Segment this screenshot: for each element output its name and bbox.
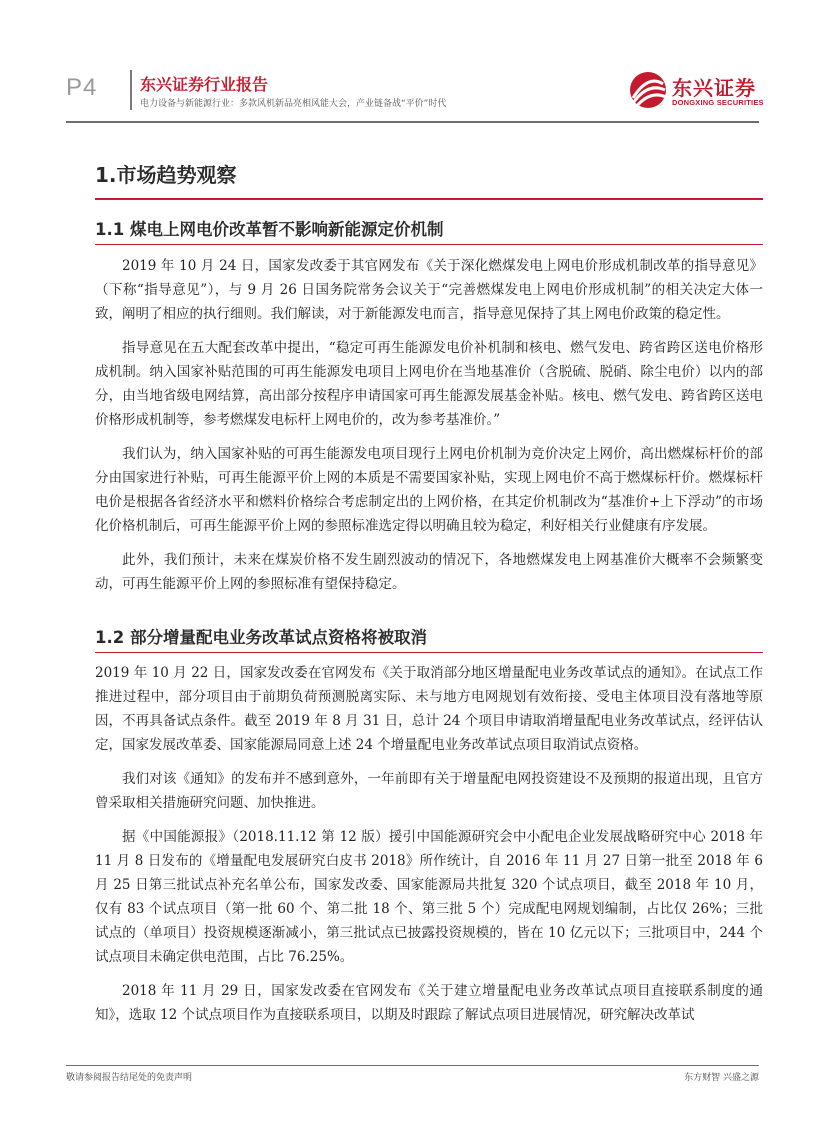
page-number: P4 [66, 74, 98, 101]
section-title-rule [95, 198, 763, 200]
paragraph: 我们对该《通知》的发布并不感到意外，一年前即有关于增量配电网投资建设不及预期的报道出现，且官方曾采取相关措施研究问题、加快推进。 [95, 770, 763, 811]
paragraph: 我们认为，纳入国家补贴的可再生能源发电项目现行上网电价机制为竞价决定上网价，高出燃煤标杆价的部分由国家进行补贴，可再生能源平价上网的本质是不需要国家补贴，实现上网电价不高于燃煤标杆价。燃煤标杆电价是根据各省经济水平和燃料价格综合考虑制定出的上网价格，在其定价机制改为“基准价+上下浮动”的市场化价格机制后，可再生能源平价上网的参照标准选定得以明确且较为稳定，利好相关行业健康有序发展。 [95, 445, 763, 534]
subsection-title-1-1: 1.1 煤电上网电价改革暂不影响新能源定价机制 [95, 219, 444, 239]
header-rule [66, 121, 759, 123]
page-header [0, 0, 827, 125]
report-name: 东兴证券行业报告 [140, 75, 269, 94]
footer-slogan: 东方财智 兴盛之源 [684, 1073, 759, 1083]
logo-cn: 东兴证券 [672, 76, 756, 100]
paragraph: 2018 年 11 月 29 日，国家发改委在官网发布《关于建立增量配电业务改革试点项目直接联系制度的通知》，选取 12 个试点项目作为直接联系项目，以期及时跟踪了解试点项目进展情况，研究解决改革试 [95, 982, 763, 1023]
paragraph: 据《中国能源报》（2018.11.12 第 12 版）援引中国能源研究会中小配电企业发展战略研究中心 2018 年 11 月 8 日发布的《增量配电发展研究白皮书 2018》所作统计，自 2016 年 11 月 27 日第一批至 2018 年 6 月 25 日第三批试点补充名单公布，国家发改委、国家能源局共批复 320 个试点项目，截至 2018 年 10 月，仅有 83 个试点项目（第一批 60 个、第二批 18 个、第三批 5 个）完成配电网规划编制，占比仅 26%；三批试点的（单项目）投资规模逐渐减小，第三批试点已披露投资规模的，皆在 10 亿元以下；三批项目中，244 个试点项目未确定供电范围，占比 76.25%。 [95, 828, 763, 965]
logo-mark-icon [628, 70, 668, 110]
section-title: 1.市场趋势观察 [95, 163, 237, 187]
company-logo [628, 70, 768, 110]
report-subtitle: 电力设备与新能源行业：多款风机新品亮相风能大会，产业链备战“平价”时代 [140, 99, 447, 109]
disclaimer-note: 敬请参阅报告结尾处的免责声明 [66, 1073, 193, 1083]
subsection-rule-1-1 [95, 244, 763, 245]
paragraph: 此外，我们预计，未来在煤炭价格不发生剧烈波动的情况下，各地燃煤发电上网基准价大概率不会频繁变动，可再生能源平价上网的参照标准有望保持稳定。 [95, 551, 763, 592]
paragraph: 2019 年 10 月 24 日，国家发改委于其官网发布《关于深化燃煤发电上网电价形成机制改革的指导意见》（下称“指导意见”），与 9 月 26 日国务院常务会议关于“完善燃煤发电上网电价形成机制”的相关决定大体一致，阐明了相应的执行细则。我们解读，对于新能源发电而言，指导意见保持了其上网电价政策的稳定性。 [95, 257, 763, 322]
footer-rule [66, 1065, 759, 1066]
header-divider [130, 70, 132, 110]
subsection-title-1-2: 1.2 部分增量配电业务改革试点资格将被取消 [95, 627, 427, 647]
subsection-body-1-1 [95, 254, 763, 596]
subsection-rule-1-2 [95, 652, 763, 653]
paragraph: 指导意见在五大配套改革中提出，“稳定可再生能源发电价补机制和核电、燃气发电、跨省跨区送电价格形成机制。纳入国家补贴范围的可再生能源发电项目上网电价在当地基准价（含脱硫、脱硝、除尘电价）以内的部分，由当地省级电网结算，高出部分按程序申请国家可再生能源发展基金补贴。核电、燃气发电、跨省跨区送电价格形成机制等，参考燃煤发电标杆上网电价的，改为参考基准价。” [95, 339, 763, 428]
logo-en: DONGXING SECURITIES [672, 98, 764, 107]
report-body [95, 160, 763, 1027]
paragraph: 2019 年 10 月 22 日，国家发改委在官网发布《关于取消部分地区增量配电业务改革试点的通知》。在试点工作推进过程中，部分项目由于前期负荷预测脱离实际、未与地方电网规划有效衔接、受电主体项目没有落地等原因，不再具备试点条件。截至 2019 年 8 月 31 日，总计 24 个项目申请取消增量配电业务改革试点，经评估认定，国家发展改革委、国家能源局同意上述 24 个增量配电业务改革试点项目取消试点资格。 [95, 664, 763, 753]
subsection-body-1-2 [95, 661, 763, 1027]
